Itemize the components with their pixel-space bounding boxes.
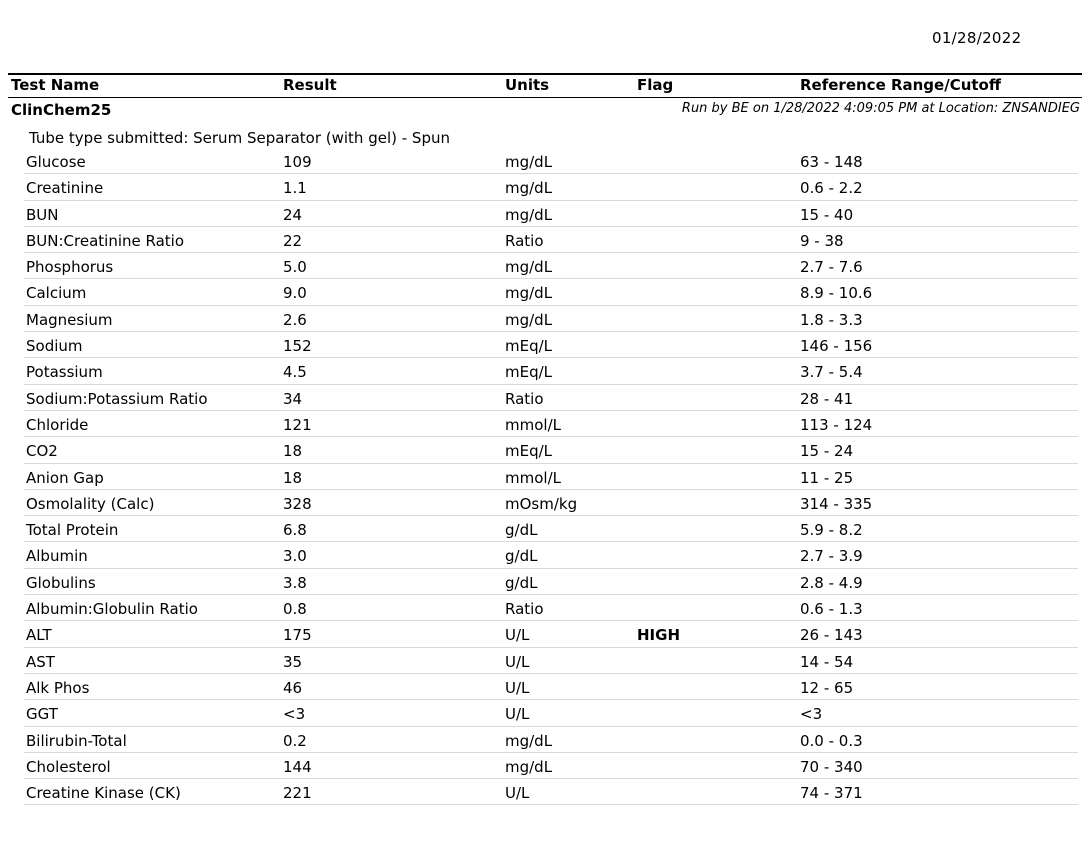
table-row xyxy=(24,542,1078,568)
test-name-cell: ALT xyxy=(26,626,52,645)
result-cell: 18 xyxy=(283,468,303,487)
column-header-result: Result xyxy=(283,76,337,94)
table-row xyxy=(24,306,1078,332)
result-cell: 35 xyxy=(283,652,303,671)
result-cell: <3 xyxy=(283,705,306,724)
units-cell: mg/dL xyxy=(505,757,553,776)
header-bottom-rule xyxy=(8,97,1082,98)
result-cell: 152 xyxy=(283,337,312,356)
reference-range-cell: 70 - 340 xyxy=(800,757,863,776)
test-name-cell: Creatine Kinase (CK) xyxy=(26,784,181,803)
reference-range-cell: 9 - 38 xyxy=(800,231,844,250)
units-cell: mg/dL xyxy=(505,284,553,303)
units-cell: U/L xyxy=(505,784,530,803)
tube-type: Tube type submitted: Serum Separator (with gel) - Spun xyxy=(29,129,450,147)
table-row xyxy=(24,490,1078,516)
units-cell: Ratio xyxy=(505,389,544,408)
reference-range-cell: 2.8 - 4.9 xyxy=(800,573,863,592)
table-row xyxy=(24,437,1078,463)
column-header-row xyxy=(0,76,1088,96)
result-cell: 0.2 xyxy=(283,731,307,750)
result-cell: 1.1 xyxy=(283,179,307,198)
test-name-cell: Chloride xyxy=(26,415,89,434)
units-cell: Ratio xyxy=(505,231,544,250)
units-cell: U/L xyxy=(505,652,530,671)
reference-range-cell: 3.7 - 5.4 xyxy=(800,363,863,382)
result-cell: 34 xyxy=(283,389,303,408)
test-name-cell: Potassium xyxy=(26,363,103,382)
test-name-cell: BUN xyxy=(26,205,59,224)
header-top-rule xyxy=(8,73,1082,75)
flag-cell: HIGH xyxy=(637,626,681,645)
result-cell: 221 xyxy=(283,784,312,803)
test-name-cell: Albumin:Globulin Ratio xyxy=(26,600,198,619)
reference-range-cell: 2.7 - 7.6 xyxy=(800,258,863,277)
reference-range-cell: 15 - 40 xyxy=(800,205,854,224)
test-name-cell: Bilirubin-Total xyxy=(26,731,127,750)
test-name-cell: CO2 xyxy=(26,442,58,461)
reference-range-cell: 5.9 - 8.2 xyxy=(800,521,863,540)
test-name-cell: Total Protein xyxy=(26,521,119,540)
test-name-cell: GGT xyxy=(26,705,58,724)
units-cell: mg/dL xyxy=(505,258,553,277)
result-cell: 144 xyxy=(283,757,312,776)
results-table xyxy=(0,148,1088,805)
result-cell: 9.0 xyxy=(283,284,307,303)
table-row xyxy=(24,332,1078,358)
column-header-reference: Reference Range/Cutoff xyxy=(800,76,1002,94)
table-row xyxy=(24,411,1078,437)
test-name-cell: Glucose xyxy=(26,153,86,171)
result-cell: 24 xyxy=(283,205,303,224)
units-cell: g/dL xyxy=(505,547,538,566)
reference-range-cell: 314 - 335 xyxy=(800,494,873,513)
reference-range-cell: 8.9 - 10.6 xyxy=(800,284,873,303)
units-cell: mEq/L xyxy=(505,337,553,356)
reference-range-cell: 28 - 41 xyxy=(800,389,854,408)
test-name-cell: Calcium xyxy=(26,284,87,303)
column-header-units: Units xyxy=(505,76,550,94)
result-cell: 3.8 xyxy=(283,573,307,592)
reference-range-cell: 0.6 - 1.3 xyxy=(800,600,863,619)
table-row xyxy=(24,674,1078,700)
table-row xyxy=(24,516,1078,542)
column-header-flag: Flag xyxy=(637,76,674,94)
reference-range-cell: 1.8 - 3.3 xyxy=(800,310,863,329)
test-name-cell: AST xyxy=(26,652,55,671)
reference-range-cell: 146 - 156 xyxy=(800,337,873,356)
table-row xyxy=(24,464,1078,490)
table-row xyxy=(24,753,1078,779)
test-name-cell: Sodium:Potassium Ratio xyxy=(26,389,208,408)
result-cell: 121 xyxy=(283,415,312,434)
units-cell: mg/dL xyxy=(505,731,553,750)
reference-range-cell: 15 - 24 xyxy=(800,442,854,461)
table-row xyxy=(24,727,1078,753)
result-cell: 3.0 xyxy=(283,547,307,566)
result-cell: 175 xyxy=(283,626,312,645)
table-row xyxy=(24,595,1078,621)
test-name-cell: Globulins xyxy=(26,573,96,592)
units-cell: mEq/L xyxy=(505,442,553,461)
table-row xyxy=(24,253,1078,279)
table-row xyxy=(24,779,1078,805)
result-cell: 109 xyxy=(283,153,312,171)
units-cell: U/L xyxy=(505,626,530,645)
units-cell: Ratio xyxy=(505,600,544,619)
test-name-cell: Osmolality (Calc) xyxy=(26,494,155,513)
reference-range-cell: 12 - 65 xyxy=(800,678,854,697)
test-name-cell: Phosphorus xyxy=(26,258,114,277)
table-row xyxy=(24,700,1078,726)
result-cell: 328 xyxy=(283,494,312,513)
test-name-cell: Magnesium xyxy=(26,310,113,329)
reference-range-cell: 14 - 54 xyxy=(800,652,854,671)
test-name-cell: Sodium xyxy=(26,337,83,356)
table-row xyxy=(24,569,1078,595)
reference-range-cell: 0.0 - 0.3 xyxy=(800,731,863,750)
units-cell: U/L xyxy=(505,705,530,724)
units-cell: U/L xyxy=(505,678,530,697)
table-row xyxy=(24,385,1078,411)
test-name-cell: BUN:Creatinine Ratio xyxy=(26,231,185,250)
units-cell: g/dL xyxy=(505,573,538,592)
units-cell: mmol/L xyxy=(505,415,561,434)
units-cell: mOsm/kg xyxy=(505,494,578,513)
table-row xyxy=(24,148,1078,174)
units-cell: mEq/L xyxy=(505,363,553,382)
report-date: 01/28/2022 xyxy=(932,29,1022,47)
result-cell: 5.0 xyxy=(283,258,307,277)
reference-range-cell: 74 - 371 xyxy=(800,784,863,803)
table-row xyxy=(24,279,1078,305)
table-row xyxy=(24,621,1078,647)
units-cell: mg/dL xyxy=(505,310,553,329)
units-cell: mmol/L xyxy=(505,468,561,487)
units-cell: mg/dL xyxy=(505,205,553,224)
result-cell: 0.8 xyxy=(283,600,307,619)
column-header-test-name: Test Name xyxy=(11,76,100,94)
units-cell: g/dL xyxy=(505,521,538,540)
reference-range-cell: <3 xyxy=(800,705,823,724)
test-name-cell: Albumin xyxy=(26,547,88,566)
reference-range-cell: 26 - 143 xyxy=(800,626,863,645)
panel-name: ClinChem25 xyxy=(11,101,112,119)
test-name-cell: Alk Phos xyxy=(26,678,90,697)
test-name-cell: Anion Gap xyxy=(26,468,104,487)
reference-range-cell: 113 - 124 xyxy=(800,415,873,434)
table-row xyxy=(24,227,1078,253)
table-row xyxy=(24,358,1078,384)
reference-range-cell: 63 - 148 xyxy=(800,153,863,171)
test-name-cell: Cholesterol xyxy=(26,757,111,776)
units-cell: mg/dL xyxy=(505,153,553,171)
table-row xyxy=(24,648,1078,674)
result-cell: 6.8 xyxy=(283,521,307,540)
table-row xyxy=(24,201,1078,227)
reference-range-cell: 2.7 - 3.9 xyxy=(800,547,863,566)
units-cell: mg/dL xyxy=(505,179,553,198)
result-cell: 22 xyxy=(283,231,303,250)
reference-range-cell: 0.6 - 2.2 xyxy=(800,179,863,198)
result-cell: 18 xyxy=(283,442,303,461)
result-cell: 4.5 xyxy=(283,363,307,382)
result-cell: 2.6 xyxy=(283,310,307,329)
test-name-cell: Creatinine xyxy=(26,179,104,198)
run-info: Run by BE on 1/28/2022 4:09:05 PM at Location: ZNSANDIEG xyxy=(681,101,1080,116)
table-row xyxy=(24,174,1078,200)
result-cell: 46 xyxy=(283,678,303,697)
reference-range-cell: 11 - 25 xyxy=(800,468,854,487)
